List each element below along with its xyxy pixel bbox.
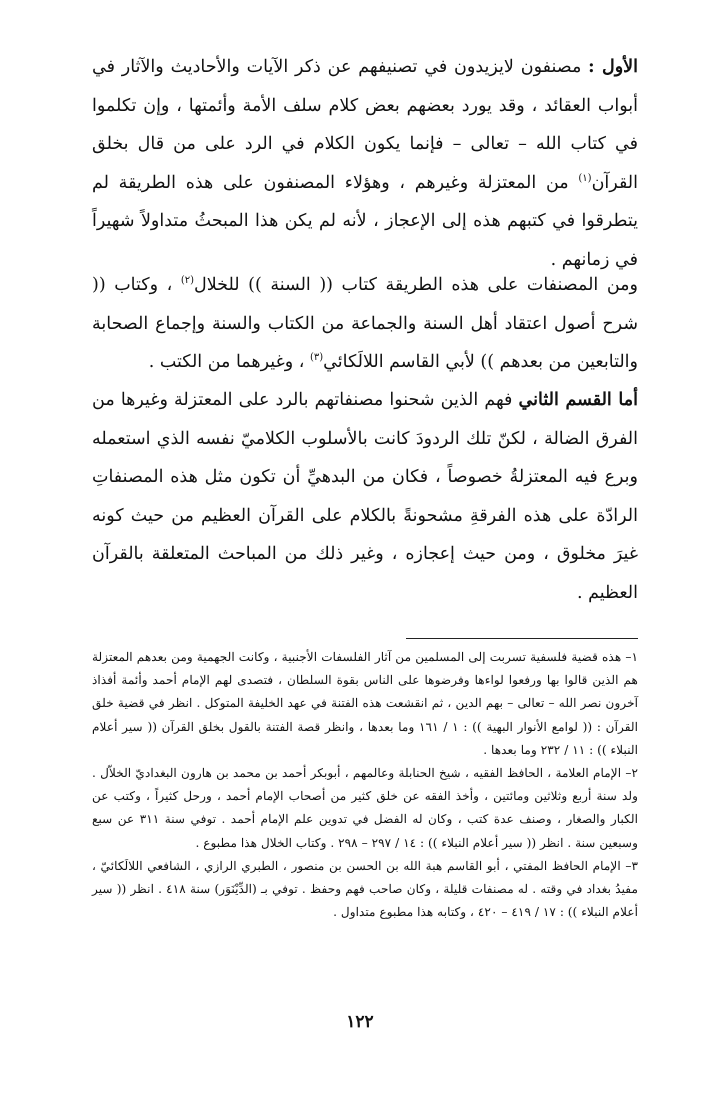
lead-term-first: الأول : [588,57,638,77]
paragraph-text: مصنفون لايزيدون في تصنيفهم عن ذكر الآيات والأحاديث والآثار في أبواب العقائد ، وقد يورد بعضهم بعض كلام سلف الأمة وأئمتها ، وإن تكلموا في كتاب الله – تعالى – فإنما يكون الكلام في الرد على من قال بخلق القرآن [92,57,638,193]
paragraph-first [92,48,638,280]
footnote-divider [406,638,638,639]
paragraph-sources [92,266,638,382]
footnote-marker: (٣) [309,352,324,364]
footnote-marker: (١) [578,172,592,184]
footnotes [92,646,638,924]
paragraph-text: من المعتزلة وغيرهم ، وهؤلاء المصنفون على هذه الطريقة لم يتطرقوا في كتبهم هذه إلى الإعجاز ، لأنه لم يكن هذا المبحثُ متداولاً شهيراً في زمانهم . [92,172,638,270]
lead-term-second: أما القسم الثاني [518,390,638,410]
paragraph-text: ، وكتاب (( شرح أصول اعتقاد أهل السنة والجماعة من الكتاب والسنة وإجماع الصحابة والتابعين من بعدهم )) لأبي القاسم اللالَكائي [92,275,638,373]
paragraph-second [92,381,638,613]
footnote-marker: (٢) [180,275,194,287]
paragraph-text: فهم الذين شحنوا مصنفاتهم بالرد على المعتزلة وغيرها من الفرق الضالة ، لكنّ تلك الردودَ كانت بالأسلوب الكلاميّ نفسه الذي استعمله وبرع فيه المعتزلةُ خصوصاً ، فكان من البدهيِّ أن تكون مثل هذه المصنفاتِ الرادّة على هذه الفرقةِ مشحونةً بالكلام على القرآن العظيم من حيث كونه غيرَ مخلوق ، ومن حيث إعجازه ، وغير ذلك من المباحث المتعلقة بالقرآن العظيم . [92,390,638,603]
paragraph-text: ، وغيرهما من الكتب . [148,352,305,373]
footnote-3: ٣– الإمام الحافظ المفتي ، أبو القاسم هبة الله بن الحسن بن منصور ، الطبري الرازي ، الشافعي اللالَكائيّ ، مفيدُ بغداد في وقته . له مصنفات قليلة ، وكان صاحب فهم وحفظ . توفي بـ (الدِّيْنَوَر) سنة ٤١٨ . انظر (( سير أعلام النبلاء )) : ١٧ / ٤١٩ – ٤٢٠ ، وكتابه هذا مطبوع متداول . [92,858,638,920]
footnote-2: ٢– الإمام العلامة ، الحافظ الفقيه ، شيخ الحنابلة وعالمهم ، أبوبكر أحمد بن محمد بن هارون البغداديّ الخلاّل . ولد سنة أربع وثلاثين ومائتين ، وأخذ الفقه عن خلق كثير من أصحاب الإمام أحمد ، ورحل كثيراً ، وكتب عن الكبار والصغار ، وصنف عدة كتب ، وكان له الفضل في تدوين علم الإمام أحمد . توفي سنة ٣١١ عن سبع وسبعين سنة . انظر (( سير أعلام النبلاء )) : ١٤ / ٢٩٧ – ٢٩٨ . وكتاب الخلال هذا مطبوع . [92,766,638,850]
page-number: ١٢٢ [346,1012,374,1032]
paragraph-text: ومن المصنفات على هذه الطريقة كتاب (( السنة )) للخلال [194,275,638,295]
footnote-1: ١– هذه قضية فلسفية تسربت إلى المسلمين من آثار الفلسفات الأجنبية ، وكانت الجهمية ومن بعدهم المعتزلة هم الذين قالوا بها ورفعوا لواءها وفرضوها على الناس بقوة السلطان ، فتصدى لهم الإمام أحمد وأئمة أفذاذ آخرون نصر الله – تعالى – بهم الدين ، ثم انقشعت هذه الفتنة في عهد الخليفة المتوكل . انظر في قضية خلق القرآن : (( لوامع الأنوار البهية )) : ١ / ١٦١ وما بعدها ، وانظر قصة الفتنة بالقول بخلق القرآن (( سير أعلام النبلاء )) : ١١ / ٢٣٢ وما بعدها . [92,650,638,757]
